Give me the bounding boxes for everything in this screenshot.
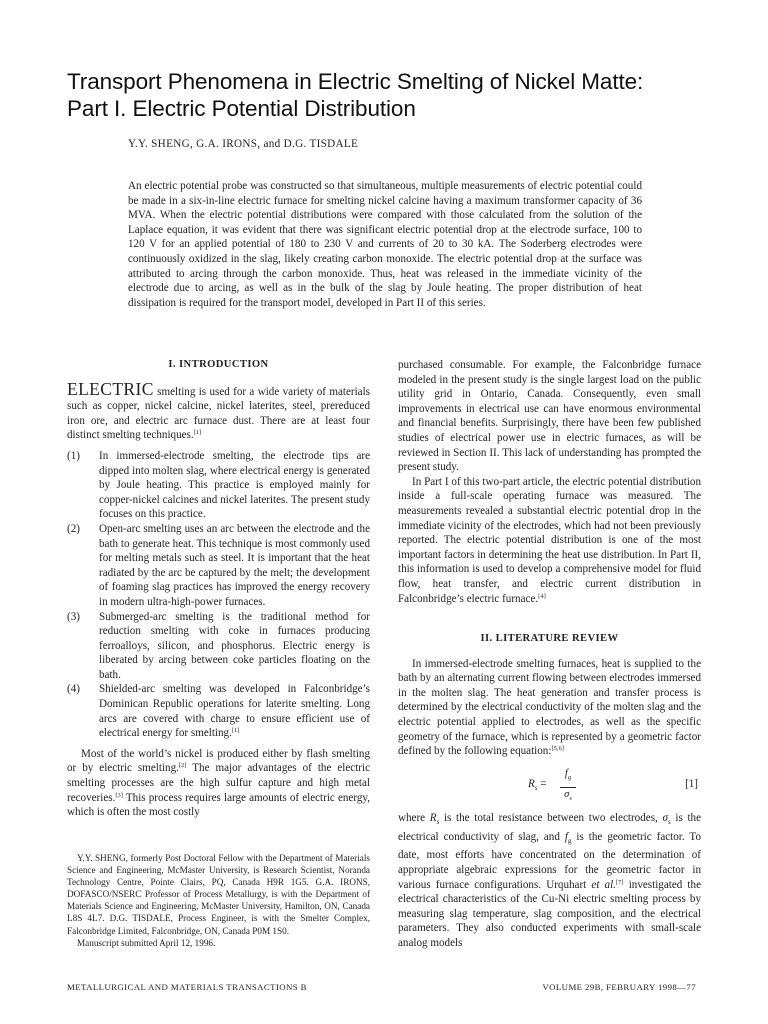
text-run: is the geometric factor. To date, most efforts have concentrated on the determination of appropriate algebraic expressions for the geometric factor in various furnace configurations. Urquhart <box>398 830 701 891</box>
title-line-2: Part I. Electric Potential Distribution <box>67 96 416 121</box>
citation: [5,6] <box>551 745 564 753</box>
author-footnote <box>67 852 370 949</box>
paper-title <box>67 68 727 122</box>
equation-fraction <box>560 767 576 806</box>
equation-lhs <box>528 777 547 796</box>
lit-paragraph-2 <box>398 811 701 951</box>
intro-paragraph-3: purchased consumable. For example, the Falconbridge furnace modeled in the present study is the single largest load on the public utility grid in Ontario, Canada. Consequently, even small improvements in electrical use can have enormous environmental and financial benefits. Surprisingly, there have been few published studies of electrical power use in electric furnaces, as will be reviewed in Section II. This lack of understanding has prompted the present study. <box>398 359 701 474</box>
citation: [7] <box>615 878 624 886</box>
smelting-techniques-list <box>67 449 370 741</box>
text-run: In immersed-electrode smelting furnaces, heat is supplied to the bath by an alternating current flowing between electrodes immersed in the molten slag. The heat generation and transfer process is determined by the electrical conductivity of the molten slag and the electric potential applied to electrodes, as well as the specific geometry of the furnace, which is represented by a geometric factor defined by the following equation: <box>398 657 701 758</box>
citation: [3] <box>115 791 123 799</box>
left-column <box>67 358 370 820</box>
author-list: Y.Y. SHENG, G.A. IRONS, and D.G. TISDALE <box>128 138 359 150</box>
list-item-text: In immersed-electrode smelting, the electrode tips are dipped into molten slag, where electrical energy is generated by Joule heating. This practice is employed mainly for copper-nickel calcines and nickel laterites. The present study focuses on this practice. <box>99 449 370 521</box>
eq-subscript: s <box>569 794 572 802</box>
list-item <box>67 682 370 740</box>
intro-paragraph-1 <box>67 378 370 443</box>
intro-paragraph-1-text: smelting is used for a wide variety of materials such as copper, nickel calcine, nickel laterites, steel, prereduced iron ore, and electric arc furnace dust. There are at least four distinct smelting techniques. <box>67 385 370 442</box>
volume-page-footer: VOLUME 29B, FEBRUARY 1998—77 <box>542 982 696 992</box>
eq-symbol: σ <box>564 788 570 800</box>
lit-paragraph-1 <box>398 657 701 759</box>
text-run: The major advantages of the electric smelting processes are the high sulfur capture and high metal recoveries. <box>67 762 370 804</box>
list-item-text: Shielded-arc smelting was developed in Falconbridge’s Dominican Republic operations for laterite smelting. Long arcs are covered with charge to ensure efficient use of electrical energy for smelting. <box>99 683 370 740</box>
eq-subscript: s <box>534 784 538 793</box>
citation: [4] <box>538 592 546 600</box>
footnote-divider <box>67 844 370 845</box>
footnote-affiliations: Y.Y. SHENG, formerly Post Doctoral Fellow with the Department of Materials Science and Engineering, McMaster University, is Research Scientist, Noranda Technology Centre, Pointe Clairs, PQ, Canada H9R 1G5. G.A. IRONS, DOFASCO/NSERC Professor of Process Metallurgy, is with the Department of Materials Science and Engineering, McMaster University, Hamilton, ON, Canada L8S 4L7. D.G. TISDALE, Process Engineer, is with the Smelter Complex, Falconbridge Limited, Falconbridge, ON, Canada P0M 1S0. <box>67 853 370 936</box>
eq-subscript: g <box>567 773 572 781</box>
abstract: An electric potential probe was constructed so that simultaneous, multiple measurements of electric potential could be made in a six-in-line electric furnace for smelting nickel calcine having a maximum transformer capacity of 36 MVA. When the electric potential distributions were compared with those calculated from the solution of the Laplace equation, it was evident that there was significant electric potential drop at the electrode surface, 100 to 120 V for an applied potential of 180 to 230 V and currents of 20 to 30 kA. The Soderberg electrodes were continuously oxidized in the slag, likely creating carbon monoxide. The electric potential drop at the surface was attributed to arcing through the carbon monoxide. Thus, heat was released in the immediate vicinity of the electrode due to arcing, as well as in the bulk of the slag by Joule heating. The proper distribution of heat dissipation is required for the transport model, developed in Part II of this series. <box>128 180 642 309</box>
journal-name-footer: METALLURGICAL AND MATERIALS TRANSACTIONS B <box>67 982 307 992</box>
section-heading-literature-review: II. LITERATURE REVIEW <box>480 633 619 645</box>
list-number: (3) <box>67 610 80 623</box>
text-run: In Part I of this two-part article, the electric potential distribution inside a full-scale operating furnace was measured. The measurements revealed a substantial electric potential drop in the immediate vicinity of the electrodes, which had not been previously reported. The electric potential distribution is one of the most important factors in determining the heat use distribution. In Part II, this information is used to develop a comprehensive model for fluid flow, heat transfer, and electric current distribution in Falconbridge’s electric furnace. <box>398 475 701 605</box>
list-item-text: Submerged-arc smelting is the traditional method for reduction smelting with coke in furnaces producing ferroalloys, silicon, and phosphorus. Electric energy is liberated by arcing between coke particles floating on the bath. <box>99 610 370 681</box>
intro-paragraph-4 <box>398 475 701 606</box>
citation: [1] <box>231 727 240 735</box>
list-item <box>67 610 370 683</box>
math-symbol: σ <box>662 811 668 824</box>
math-subscript: g <box>567 836 572 845</box>
equation-number: [1] <box>685 777 698 790</box>
equation-1 <box>398 765 701 805</box>
eq-denominator <box>560 788 576 807</box>
intro-paragraph-2 <box>67 747 370 820</box>
math-symbol: f <box>564 830 568 843</box>
title-line-1: Transport Phenomena in Electric Smelting of Nickel Matte: <box>67 69 644 94</box>
section-heading-introduction: I. INTRODUCTION <box>168 359 269 370</box>
math-subscript: s <box>667 818 671 827</box>
list-item-text: Open-arc smelting uses an arc between the electrode and the bath to generate heat. This technique is most commonly used for melting metals such as steel. It is important that the heat radiated by the arc be captured by the melt; the development of foaming slag practices has improved the energy recovery in modern ultra-high-power furnaces. <box>99 522 370 608</box>
text-run: is the total resistance between two electrodes, <box>439 811 663 824</box>
drop-cap-word: ELECTRIC <box>67 378 154 399</box>
math-symbol: R <box>429 811 437 824</box>
text-run: where <box>398 811 430 824</box>
text-run: is the electrical conductivity of slag, and <box>398 811 701 843</box>
eq-numerator <box>560 767 576 788</box>
text-run: investigated the electrical characteristics of the Cu-Ni electric smelting process by measuring slag temperature, slag composition, and the electrical parameters. They also conducted experiments with small-scale analog models <box>398 878 701 950</box>
citation: [1] <box>193 429 202 437</box>
right-column <box>398 358 701 951</box>
text-run: This process requires large amounts of electric energy, which is often the most costly <box>67 791 370 819</box>
text-run-italic: et al. <box>591 878 616 891</box>
list-item <box>67 522 370 610</box>
math-subscript: s <box>436 818 440 827</box>
footnote-submission: Manuscript submitted April 12, 1996. <box>77 937 216 948</box>
eq-symbol: R <box>528 777 535 790</box>
eq-symbol: f <box>564 767 568 779</box>
eq-equals: = <box>540 777 547 790</box>
text-run: Most of the world’s nickel is produced either by flash smelting or by electric smelting. <box>67 747 370 775</box>
list-item <box>67 449 370 522</box>
list-number: (4) <box>67 683 80 696</box>
list-number: (2) <box>67 522 80 535</box>
list-number: (1) <box>67 449 80 462</box>
citation: [2] <box>178 762 187 770</box>
